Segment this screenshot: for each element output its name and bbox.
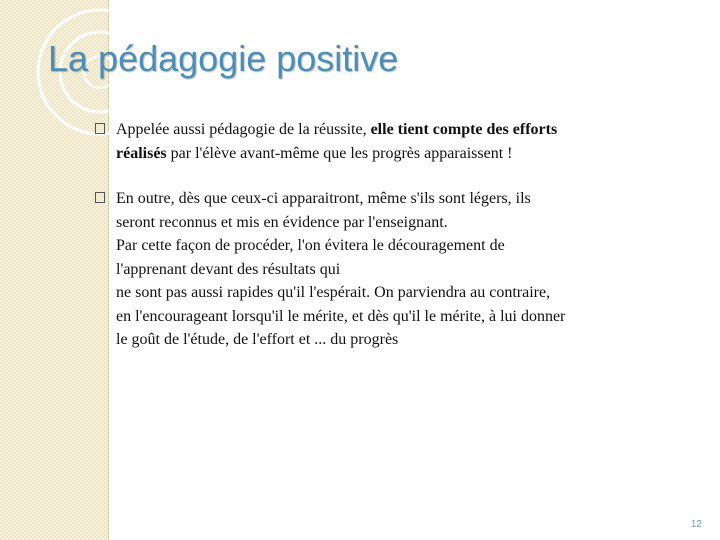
bullet-line: ne sont pas aussi rapides qu'il l'espérait. On parviendra au contraire, (116, 284, 551, 301)
bullet-line: en l'encourageant lorsqu'il le mérite, et dès qu'il le mérite, à lui donner (116, 307, 566, 325)
bullet-text-bold: réalisés (116, 144, 167, 162)
bullet-item (94, 187, 694, 352)
bullet-text-bold: elle tient compte des efforts (370, 121, 558, 138)
bullet-item (94, 118, 694, 165)
bullet-line: Par cette façon de procéder, l'on évitera le découragement de (116, 237, 505, 254)
bullet-text: Appelée aussi pédagogie de la réussite, (116, 121, 371, 138)
bullet-line (116, 142, 694, 166)
bullet-line: l'apprenant devant des résultats qui (116, 260, 341, 278)
bullet-text: par l'élève avant-même que les progrès apparaissent ! (166, 144, 513, 162)
slide-content (94, 118, 694, 352)
page-number: 12 (690, 519, 702, 530)
bullet-line: seront reconnus et mis en évidence par l'enseignant. (116, 213, 448, 231)
bullet-line: le goût de l'étude, de l'effort et ... du progrès (116, 331, 399, 348)
bullet-square-icon (95, 123, 105, 134)
bullet-line (116, 118, 694, 142)
slide-title: La pédagogie positive (48, 38, 399, 79)
bullet-line: En outre, dès que ceux-ci apparaitront, même s'ils sont légers, ils (116, 190, 531, 207)
bullet-square-icon (95, 192, 105, 203)
